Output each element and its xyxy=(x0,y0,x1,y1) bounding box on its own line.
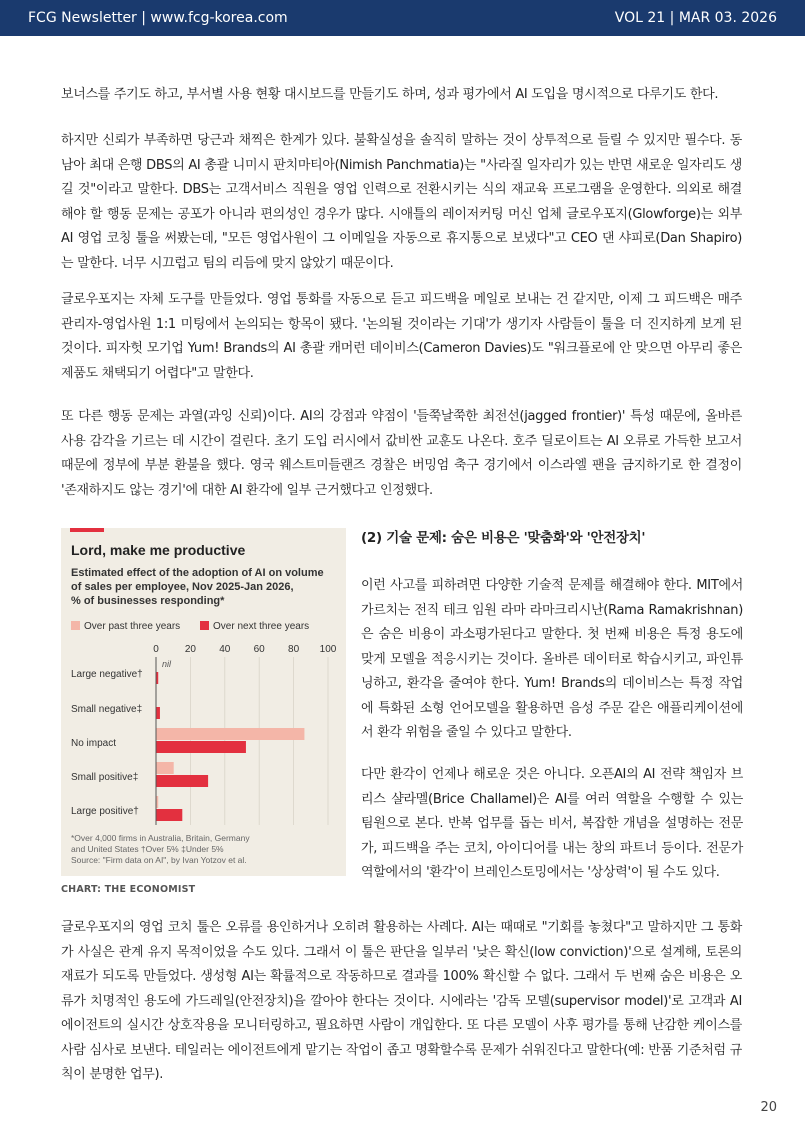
paragraph-1: 보너스를 주기도 하고, 부서별 사용 현황 대시보드를 만들기도 하며, 성과 평가에서 AI 도입을 명시적으로 다루기도 한다. xyxy=(61,87,719,102)
paragraph-5: 글로우포지의 영업 코치 툴은 오류를 용인하거나 오히려 활용하는 사례다. AI는 때때로 "기회를 놓쳤다"고 말하지만 그 통화가 사실은 관계 유지 목적이었을 수도 있다. 그래서 이 툴은 판단을 일부러 '낮은 확신(low conviction)'으로 설계해, 토론의 재료가 되도록 만들었다. 생성형 AI는 확률적으로 작동하므로 결과를 100% 확신할 수 없다. 그래서 두 번째 숨은 비용은 오류가 치명적인 용도에 가드레일(안전장치)을 깔아야 한다는 것이다. 시에라는 '감독 모델(supervisor model)'로 고객과 AI 에이전트의 실시간 상호작용을 모니터링하고, 필요하면 사람이 개입한다. 또 다른 모델이 사후 평가를 통해 난감한 케이스를 사람 심사로 보낸다. 테일러는 에이전트에게 맡기는 작업이 좁고 명확할수록 문제가 쉬워진다고 말한다(예: 반품 기준처럼 규칙이 분명한 업무). xyxy=(61,920,742,1082)
section-paragraph-2: 다만 환각이 언제나 해로운 것은 아니다. 오픈AI의 AI 전략 책임자 브리스 샬라멜(Brice Challamel)은 AI를 여러 역할을 수행할 수 있는 팀원으로 본다. 반복 업무를 돕는 비서, 복잡한 개념을 설명하는 전문가, 피드백을 주는 코치, 아이디어를 내는 창의 파트너 등이다. 전문가 역할에서의 '환각'이 브레인스토밍에서는 '상상력'이 될 수도 있다. xyxy=(361,767,743,880)
x-tick-label: 100 xyxy=(319,644,337,655)
category-label: Large negative† xyxy=(71,669,143,680)
chart-subtitle-line: of sales per employee, Nov 2025-Jan 2026, xyxy=(71,581,294,593)
chart-title: Lord, make me productive xyxy=(71,542,246,558)
chart-figure xyxy=(61,528,346,876)
x-tick-label: 20 xyxy=(184,644,196,655)
paragraph-2: 하지만 신뢰가 부족하면 당근과 채찍은 한계가 있다. 불확실성을 솔직히 말하는 것이 상투적으로 들릴 수 있지만 필수다. 동남아 최대 은행 DBS의 AI 총괄 니미시 판치마티아(Nimish Panchmatia)는 "사라질 일자리가 있는 반면 새로운 일자리도 생길 것"이라고 말한다. DBS는 고객서비스 직원을 영업 인력으로 전환시키는 식의 재교육 프로그램을 운영한다. 의외로 해결해야 할 행동 문제는 공포가 아니라 편의성인 경우가 많다. 시애틀의 레이저커팅 머신 업체 글로우포지(Glowforge)는 외부 AI 영업 코칭 툴을 써봤는데, "모든 영업사원이 그 이메일을 자동으로 휴지통으로 보냈다"고 CEO 댄 샤피로(Dan Shapiro)는 말한다. 너무 시끄럽고 팀의 리듬에 맞지 않았기 때문이다. xyxy=(61,133,742,271)
section-paragraph-1: 이런 사고를 피하려면 다양한 기술적 문제를 해결해야 한다. MIT에서 가르치는 전직 테크 임원 라마 라마크리시난(Rama Ramakrishnan)은 숨은 비용이 과소평가된다고 말한다. 첫 번째 비용은 특정 용도에 맞게 모델을 적응시키는 것이다. 올바른 데이터로 학습시키고, 파인튜닝하고, 환각을 줄여야 한다. Yum! Brands의 데이비스는 특정 작업에 특화된 소형 언어모델을 활용하면 음성 주문 같은 애플리케이션에서 환각 위험을 줄일 수 있다고 말한다. xyxy=(361,578,743,740)
header-publication: FCG Newsletter | www.fcg-korea.com xyxy=(28,10,288,26)
chart-subtitle xyxy=(71,567,324,607)
x-tick-label: 40 xyxy=(219,644,231,655)
section-heading: (2) 기술 문제: 숨은 비용은 '맞춤화'와 '안전장치' xyxy=(361,530,646,546)
bar-past xyxy=(157,728,305,740)
page-number: 20 xyxy=(760,1100,777,1115)
legend-label: Over next three years xyxy=(213,621,310,632)
chart-footnote: Source: "Firm data on AI", by Ivan Yotzov et al. xyxy=(71,855,247,865)
chart-footnotes xyxy=(71,833,250,865)
chart-rows xyxy=(71,659,304,821)
bar-next xyxy=(157,775,209,787)
chart-subtitle-line: % of businesses responding* xyxy=(71,595,225,607)
bar-next xyxy=(157,672,159,684)
chart-source-caption: CHART: THE ECONOMIST xyxy=(61,884,196,895)
category-label: Large positive† xyxy=(71,806,139,817)
bar-past xyxy=(157,796,159,808)
bar-past xyxy=(157,762,174,774)
chart-legend xyxy=(71,621,309,632)
header-issue: VOL 21 | MAR 03. 2026 xyxy=(614,10,777,26)
chart-footnote: and United States †Over 5% ‡Under 5% xyxy=(71,844,224,854)
paragraph-3: 글로우포지는 자체 도구를 만들었다. 영업 통화를 자동으로 듣고 피드백을 메일로 보내는 건 같지만, 이제 그 피드백은 매주 관리자-영업사원 1:1 미팅에서 논의되는 항목이 됐다. '논의될 것이라는 기대'가 생기자 사람들이 툴을 더 진지하게 보게 된 것이다. 피자헛 모기업 Yum! Brands의 AI 총괄 캐머런 데이비스(Cameron Davies)도 "워크플로에 안 맞으면 아무리 좋은 제품도 채택되기 어렵다"고 말한다. xyxy=(61,292,742,381)
x-tick-label: 80 xyxy=(288,644,300,655)
legend-label: Over past three years xyxy=(84,621,181,632)
category-label: Small negative‡ xyxy=(71,704,143,715)
category-label: No impact xyxy=(71,738,117,749)
bar-next xyxy=(157,741,246,753)
x-tick-label: 60 xyxy=(253,644,265,655)
legend-swatch xyxy=(71,621,80,630)
legend-swatch xyxy=(200,621,209,630)
nil-annotation: nil xyxy=(162,659,172,669)
bar-next xyxy=(157,809,183,821)
chart-footnote: *Over 4,000 firms in Australia, Britain, Germany xyxy=(71,833,250,843)
category-label: Small positive‡ xyxy=(71,772,139,783)
paragraph-4: 또 다른 행동 문제는 과열(과잉 신뢰)이다. AI의 강점과 약점이 '들쭉날쭉한 최전선(jagged frontier)' 특성 때문에, 올바른 사용 감각을 기르는 데 시간이 걸린다. 초기 도입 러시에서 값비싼 교훈도 나온다. 호주 딜로이트는 AI 오류로 가득한 보고서 때문에 정부에 부분 환불을 했다. 영국 웨스트미들랜즈 경찰은 버밍엄 축구 경기에서 이스라엘 팬을 금지하기로 한 결정이 '존재하지도 않는 경기'에 대한 AI 환각에 일부 근거했다고 인정했다. xyxy=(61,409,742,498)
x-tick-label: 0 xyxy=(153,644,159,655)
chart-accent-bar xyxy=(70,528,104,532)
bar-next xyxy=(157,707,160,719)
chart-subtitle-line: Estimated effect of the adoption of AI on volume xyxy=(71,567,324,579)
newsletter-header xyxy=(0,0,805,36)
bar-chart xyxy=(61,528,346,876)
